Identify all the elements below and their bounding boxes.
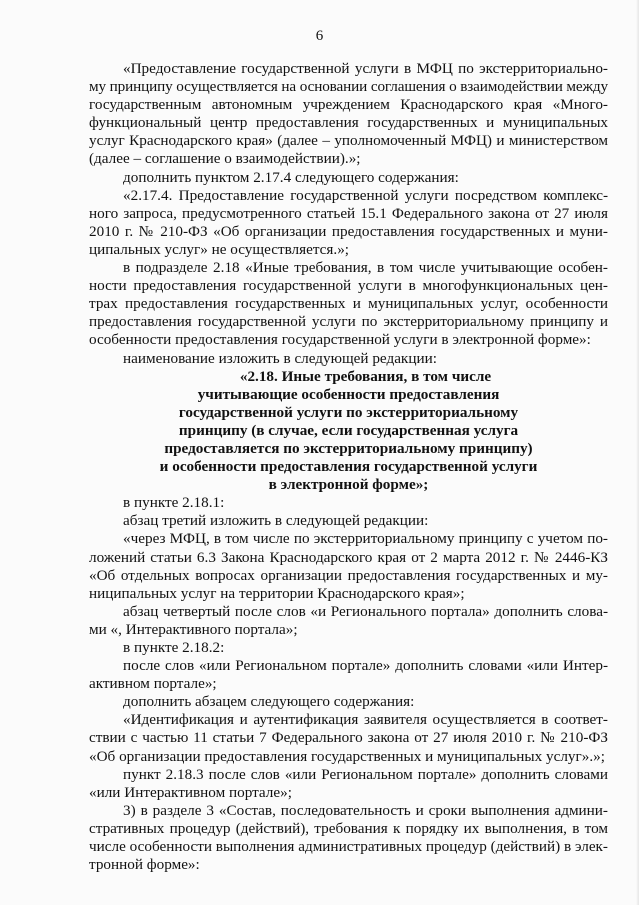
text-line: «Идентификация и аутентификация заявителя осуществляется в соответ-	[123, 711, 608, 729]
text-line: дополнить пунктом 2.17.4 следующего содержания:	[123, 168, 459, 186]
heading-line: предоставляется по экстерриториальному принципу)	[164, 439, 533, 457]
text-line: трах предоставления государственных и муниципальных услуг, особенности	[89, 295, 608, 313]
text-line: ного запроса, предусмотренного статьей 15.1 Федерального закона от 27 июля	[89, 204, 608, 222]
text-line: абзац четвертый после слов «и Регионального портала» дополнить слова-	[123, 602, 608, 620]
document-body	[89, 60, 608, 874]
heading-line: «2.18. Иные требования, в том числе	[239, 367, 492, 385]
text-line: абзац третий изложить в следующей редакции:	[123, 512, 429, 530]
text-line: ми «, Интерактивного портала»;	[89, 620, 298, 638]
text-line: наименование изложить в следующей редакции:	[123, 349, 437, 367]
text-line: (далее – соглашение о взаимодействии).»;	[89, 150, 361, 168]
text-line: «или Интерактивном портале»;	[89, 783, 292, 801]
text-line: «Об организации предоставления государственных и муниципальных услуг».»;	[89, 747, 605, 765]
text-line: пункт 2.18.3 после слов «или Региональном портале» дополнить словами	[123, 765, 608, 783]
text-line: «Об отдельных вопросах организации предоставления государственных и му-	[89, 566, 608, 584]
text-line: тронной форме»:	[89, 856, 200, 874]
text-line: в подразделе 2.18 «Иные требования, в том числе учитывающие особен-	[123, 259, 608, 277]
text-line: ности предоставления государственной услуги в многофункциональных цен-	[89, 277, 608, 295]
text-line: предоставления государственной услуги по экстерриториальному принципу и	[89, 313, 608, 331]
text-line: му принципу осуществляется на основании соглашения о взаимодействии между	[89, 78, 608, 96]
text-line: в пункте 2.18.2:	[123, 639, 225, 656]
heading-line: и особенности предоставления государственной услуги	[159, 458, 538, 476]
page-number: 6	[315, 28, 324, 44]
text-line: ципальных услуг» не осуществляется.»;	[89, 240, 350, 258]
heading-line: принципу (в случае, если государственная услуга	[178, 421, 519, 439]
heading-line: государственной услуги по экстерриториальному	[178, 403, 519, 421]
text-line: услуг Краснодарского края» (далее – уполномоченный МФЦ) и министерством	[89, 132, 608, 150]
text-line: активном портале»;	[89, 675, 217, 693]
text-line: дополнить абзацем следующего содержания:	[123, 693, 415, 711]
text-line: функциональный центр предоставления государственных и муниципальных	[89, 114, 608, 132]
heading-line: в электронной форме»;	[268, 476, 429, 494]
text-line: после слов «или Региональном портале» дополнить словами «или Интер-	[123, 657, 608, 675]
text-line: государственным автономным учреждением Краснодарского края «Много-	[89, 96, 608, 114]
text-line: особенности предоставления государственной услуги в электронной форме»:	[89, 331, 591, 349]
text-line: «через МФЦ, в том числе по экстерриториальному принципу с учетом по-	[123, 530, 608, 548]
text-line: «Предоставление государственной услуги в МФЦ по экстерриториально-	[123, 60, 608, 77]
text-line: в пункте 2.18.1:	[123, 494, 225, 512]
text-line: ствии с частью 11 статьи 7 Федерального закона от 27 июля 2010 г. № 210-ФЗ	[89, 729, 608, 747]
heading-line: учитывающие особенности предоставления	[197, 385, 500, 403]
text-line: «2.17.4. Предоставление государственной услуги посредством комплекс-	[123, 186, 608, 204]
text-line: стративных процедур (действий), требования к порядку их выполнения, в том	[89, 819, 608, 837]
text-line: 3) в разделе 3 «Состав, последовательность и сроки выполнения админи-	[123, 801, 608, 819]
text-line: 2010 г. № 210-ФЗ «Об организации предоставления государственных и муни-	[89, 222, 608, 240]
text-line: ниципальных услуг на территории Краснодарского края»;	[89, 584, 465, 602]
text-line: числе особенности выполнения административных процедур (действий) в элек-	[89, 838, 608, 856]
text-line: ложений статьи 6.3 Закона Краснодарского края от 2 марта 2012 г. № 2446-КЗ	[89, 548, 608, 566]
